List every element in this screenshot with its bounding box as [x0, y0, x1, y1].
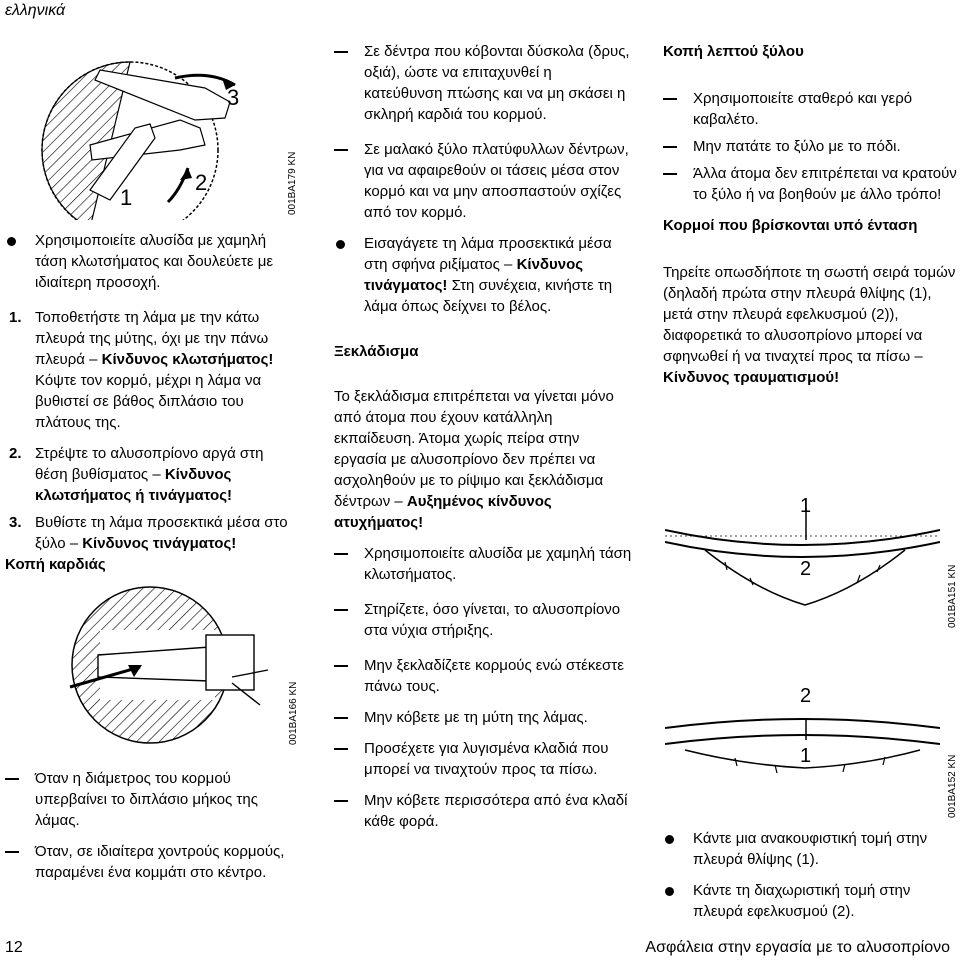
tension-log-illustration-1 — [665, 490, 940, 630]
dash-icon — [663, 98, 677, 100]
heart-cut-illustration — [10, 585, 290, 750]
heading-thin-wood: Κοπή λεπτού ξύλου — [663, 43, 804, 60]
list-item: Χρησιμοποιείτε αλυσίδα με χαμηλή τάση κλωτσήματος. — [334, 543, 634, 585]
heading-heart-cut: Κοπή καρδιάς — [5, 556, 106, 573]
column-3 — [663, 41, 958, 388]
dash-icon — [334, 665, 348, 667]
fig4-label-2: 2 — [800, 685, 812, 707]
column-1-lower — [5, 768, 300, 883]
dash-icon — [334, 553, 348, 555]
dash-icon — [663, 146, 677, 148]
list-item: Σε δέντρα που κόβονται δύσκολα (δρυς, οξιά), ώστε να επιταχυνθεί η κατεύθυνση πτώσης και να μη σκάσει η σκληρή καρδιά του κορμού. — [334, 41, 634, 125]
fig4-label-1: 1 — [800, 745, 812, 767]
fig3-label-2: 2 — [800, 558, 812, 580]
column-3-lower — [663, 828, 958, 922]
list-item: Μην ξεκλαδίζετε κορμούς ενώ στέκεστε πάνω τους. — [334, 655, 634, 697]
bullet-icon — [336, 240, 345, 249]
list-item: Μην κόβετε με τη μύτη της λάμας. — [334, 707, 634, 728]
dash-icon — [5, 851, 19, 853]
fig1-label-2: 2 — [195, 170, 208, 195]
page-number: 12 — [5, 939, 23, 956]
list-item: Εισαγάγετε τη λάμα προσεκτικά μέσα στη σφήνα ριξίματος – Κίνδυνος τινάγματος! Στη συνέχεια, κινήστε τη λάμα όπως δείχνει το βέλος. — [334, 233, 634, 317]
list-item: Άλλα άτομα δεν επιτρέπεται να κρατούν το ξύλο ή να βοηθούν με άλλο τρόπο! — [663, 163, 958, 205]
list-item: Όταν, σε ιδιαίτερα χοντρούς κορμούς, παραμένει ένα κομμάτι στο κέντρο. — [5, 841, 300, 883]
list-item: Χρησιμοποιείτε σταθερό και γερό καβαλέτο. — [663, 88, 958, 130]
list-item: Σε μαλακό ξύλο πλατύφυλλων δέντρων, για να αφαιρεθούν οι τάσεις μέσα στον κορμό και να μην αποσπαστούν σχίζες από τον κορμό. — [334, 139, 634, 223]
figure-plunge-cut — [30, 40, 300, 220]
step-3: 3. Βυθίστε τη λάμα προσεκτικά μέσα στο ξύλο – Κίνδυνος τινάγματος! — [9, 514, 288, 552]
paragraph-tension: Τηρείτε οπωσδήποτε τη σωστή σειρά τομών (δηλαδή πρώτα στην πλευρά θλίψης (1), μετά στην πλευρά εφελκυσμού (2)), διαφορετικά το αλυσοπρίονο μπορεί να σφηνωθεί ή να τιναχτεί προς τα πίσω – Κίνδυνος τραυματισμού! — [663, 264, 956, 386]
figure-tension-log-2 — [665, 680, 940, 800]
dash-icon — [334, 800, 348, 802]
paragraph-limbing: Το ξεκλάδισμα επιτρέπεται να γίνεται μόνο από άτομα που έχουν κατάλληλη εκπαίδευση. Άτομα χωρίς πείρα στην εργασία με αλυσοπρίονο δεν πρέπει να ασχοληθούν με το ρίψιμο και ξεκλάδισμα δέντρων – Αυξημένος κίνδυνος ατυχήματος! — [334, 388, 614, 531]
bullet-icon — [7, 237, 16, 246]
list-item: Μην πατάτε το ξύλο με το πόδι. — [663, 136, 958, 157]
plunge-cut-illustration — [30, 40, 300, 220]
column-1 — [5, 230, 300, 575]
heading-tension: Κορμοί που βρίσκονται υπό ένταση — [663, 217, 918, 234]
figure-tension-log-1 — [665, 490, 940, 630]
tension-log-illustration-2 — [665, 680, 940, 800]
list-item: Όταν η διάμετρος του κορμού υπερβαίνει το διπλάσιο μήκος της λάμας. — [5, 768, 300, 831]
bullet-icon — [665, 835, 674, 844]
fig1-label-1: 1 — [120, 185, 133, 210]
dash-icon — [663, 173, 677, 175]
list-item: Κάντε μια ανακουφιστική τομή στην πλευρά θλίψης (1). — [663, 828, 958, 870]
list-item: Κάντε τη διαχωριστική τομή στην πλευρά εφελκυσμού (2). — [663, 880, 958, 922]
list-item: Χρησιμοποιείτε αλυσίδα με χαμηλή τάση κλωτσήματος και δουλεύετε με ιδιαίτερη προσοχή. — [5, 230, 300, 293]
fig1-code: 001BA179 KN — [287, 151, 298, 215]
fig4-code: 001BA152 KN — [947, 754, 958, 818]
column-2 — [334, 41, 634, 832]
dash-icon — [334, 717, 348, 719]
bullet-icon — [665, 887, 674, 896]
heading-limbing: Ξεκλάδισμα — [334, 343, 419, 360]
fig3-code: 001BA151 KN — [947, 564, 958, 628]
step-2: 2. Στρέψτε το αλυσοπρίονο αργά στη θέση βυθίσματος – Κίνδυνος κλωτσήματος ή τινάγματος! — [9, 445, 264, 504]
dash-icon — [334, 748, 348, 750]
fig1-label-3: 3 — [227, 85, 240, 110]
dash-icon — [5, 778, 19, 780]
dash-icon — [334, 149, 348, 151]
dash-icon — [334, 51, 348, 53]
dash-icon — [334, 609, 348, 611]
language-label: ελληνικά — [5, 2, 66, 19]
list-item: Προσέχετε για λυγισμένα κλαδιά που μπορεί να τιναχτούν προς τα πίσω. — [334, 738, 634, 780]
fig2-code: 001BA166 KN — [288, 681, 299, 745]
step-1: 1. Τοποθετήστε τη λάμα με την κάτω πλευρά της μύτης, όχι με την πάνω πλευρά – Κίνδυνος κλωτσήματος! Κόψτε τον κορμό, μέχρι η λάμα να βυθιστεί σε βάθος διπλάσιο του πλάτους της. — [9, 309, 274, 431]
fig3-label-1: 1 — [800, 495, 812, 517]
list-item: Στηρίζετε, όσο γίνεται, το αλυσοπρίονο στα νύχια στήριξης. — [334, 599, 634, 641]
figure-heart-cut — [10, 585, 290, 750]
list-item: Μην κόβετε περισσότερα από ένα κλαδί κάθε φορά. — [334, 790, 634, 832]
footer-title: Ασφάλεια στην εργασία με το αλυσοπρίονο — [645, 939, 950, 956]
